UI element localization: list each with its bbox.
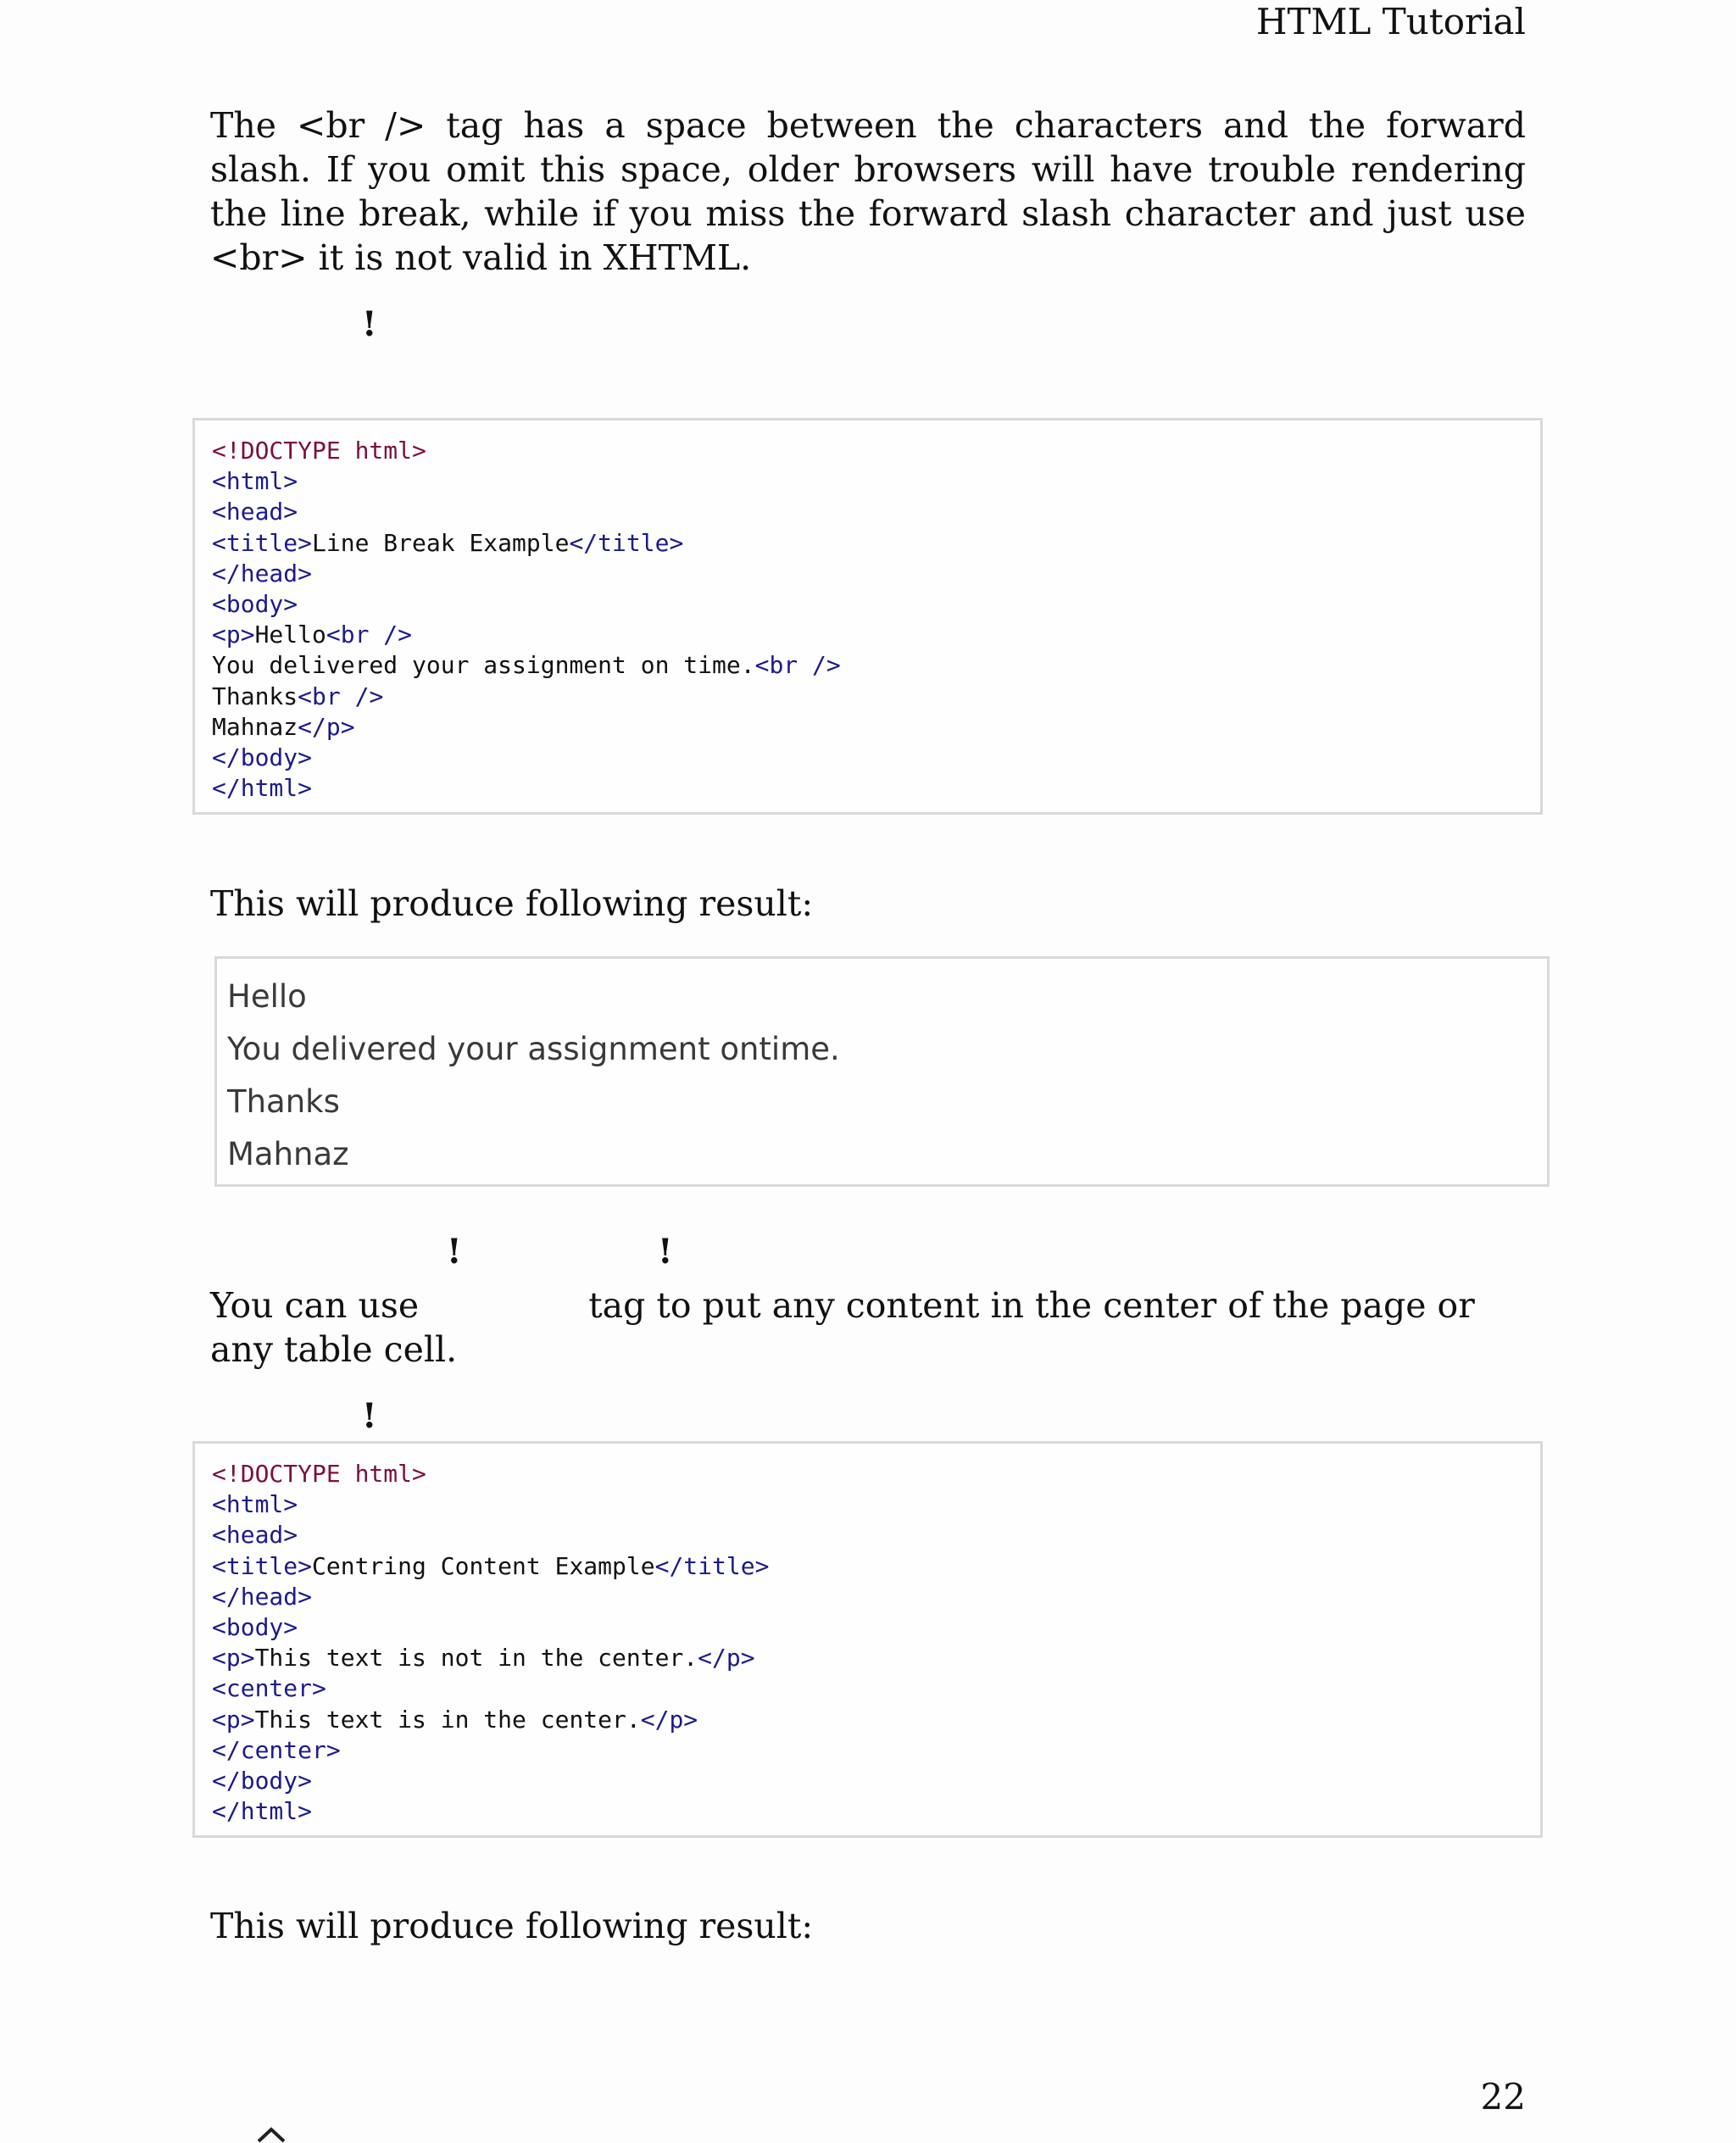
code-line: [212, 682, 1540, 712]
code-lines: [212, 436, 1540, 804]
code-line: [212, 559, 1540, 589]
code-tag: </p>: [298, 712, 355, 741]
code-line: [212, 773, 1540, 804]
code-tag: <title>: [212, 1551, 313, 1580]
code-tag: <br />: [298, 682, 384, 710]
code-tag: <body>: [212, 1613, 298, 1642]
code-lines: [212, 1459, 1540, 1827]
code-line: [212, 466, 1540, 497]
code-text: Line Break Example: [312, 528, 570, 557]
page-number: 22: [1480, 2076, 1526, 2118]
code-line: [212, 436, 1540, 466]
chevron-up-icon: [256, 2126, 287, 2143]
code-tag: </body>: [212, 1767, 313, 1795]
code-tag: </title>: [654, 1551, 770, 1580]
code-tag: </center>: [212, 1735, 341, 1764]
result-intro-1: This will produce following result:: [210, 883, 814, 924]
code-line: [212, 1796, 1540, 1827]
code-text: Centring Content Example: [312, 1551, 655, 1580]
code-line: [212, 1612, 1540, 1643]
result-intro-2: This will produce following result:: [210, 1906, 814, 1946]
paragraph-br-tag: The <br /> tag has a space between the characters and the forward slash. If you omit this space, older browsers will have trouble rendering the line break, while if you miss the forward slash character and just use <br> it is not valid in XHTML.: [210, 105, 1526, 278]
exclamation-mark: !: [658, 1232, 673, 1272]
code-text: This text is in the center.: [254, 1705, 641, 1734]
code-tag: </body>: [212, 743, 313, 772]
paragraph-text-end: tag to put any content in the center of the page or any table cell.: [210, 1285, 1475, 1370]
code-line: [212, 620, 1540, 650]
code-tag: <p>: [212, 1644, 255, 1673]
code-line: [212, 497, 1540, 527]
code-example-line-break: [192, 418, 1543, 815]
code-line: [212, 589, 1540, 620]
exclamation-mark: !: [447, 1232, 462, 1272]
result-line: You delivered your assignment ontime.: [227, 1031, 840, 1067]
code-line: [212, 743, 1540, 773]
code-line: [212, 1551, 1540, 1582]
code-line: [212, 1489, 1540, 1520]
code-text: You delivered your assignment on time.: [212, 651, 755, 680]
paragraph-center-tag: [210, 1283, 1526, 1372]
code-line: [212, 1735, 1540, 1766]
code-tag: <!DOCTYPE html>: [212, 1460, 426, 1488]
code-line: [212, 650, 1540, 681]
running-header: HTML Tutorial: [1255, 1, 1526, 42]
code-tag: </title>: [569, 528, 684, 557]
code-tag: <title>: [212, 528, 313, 557]
code-tag: </head>: [212, 559, 313, 587]
result-output-line-break: [214, 956, 1550, 1187]
code-line: [212, 712, 1540, 743]
exclamation-mark: !: [362, 1396, 377, 1436]
result-line: Mahnaz: [227, 1136, 349, 1172]
code-tag: <p>: [212, 621, 255, 649]
code-tag: <br />: [326, 621, 413, 649]
code-tag: </html>: [212, 774, 313, 803]
code-line: [212, 1705, 1540, 1735]
paragraph-text-start: You can use: [210, 1285, 420, 1326]
code-tag: </head>: [212, 1582, 313, 1611]
code-tag: </p>: [640, 1705, 698, 1734]
code-tag: <br />: [754, 651, 841, 680]
code-tag: <body>: [212, 590, 298, 619]
code-text: Hello: [254, 621, 326, 649]
code-tag: <!DOCTYPE html>: [212, 437, 426, 465]
code-line: [212, 1673, 1540, 1704]
code-line: [212, 1582, 1540, 1612]
code-line: [212, 528, 1540, 559]
code-tag: <html>: [212, 1490, 298, 1519]
code-text: Thanks: [212, 682, 298, 710]
code-tag: <p>: [212, 1705, 255, 1734]
code-line: [212, 1459, 1540, 1489]
code-text: This text is not in the center.: [254, 1644, 698, 1673]
code-tag: </html>: [212, 1797, 313, 1826]
code-line: [212, 1643, 1540, 1673]
code-line: [212, 1766, 1540, 1796]
code-tag: <head>: [212, 498, 298, 526]
code-tag: </p>: [698, 1644, 755, 1673]
code-tag: <head>: [212, 1521, 298, 1550]
exclamation-mark: !: [362, 304, 377, 344]
code-tag: <center>: [212, 1674, 326, 1703]
code-example-centering: [192, 1441, 1543, 1838]
result-line: Thanks: [227, 1083, 340, 1120]
result-line: Hello: [227, 978, 307, 1015]
code-tag: <html>: [212, 467, 298, 496]
code-line: [212, 1520, 1540, 1550]
code-text: Mahnaz: [212, 712, 298, 741]
